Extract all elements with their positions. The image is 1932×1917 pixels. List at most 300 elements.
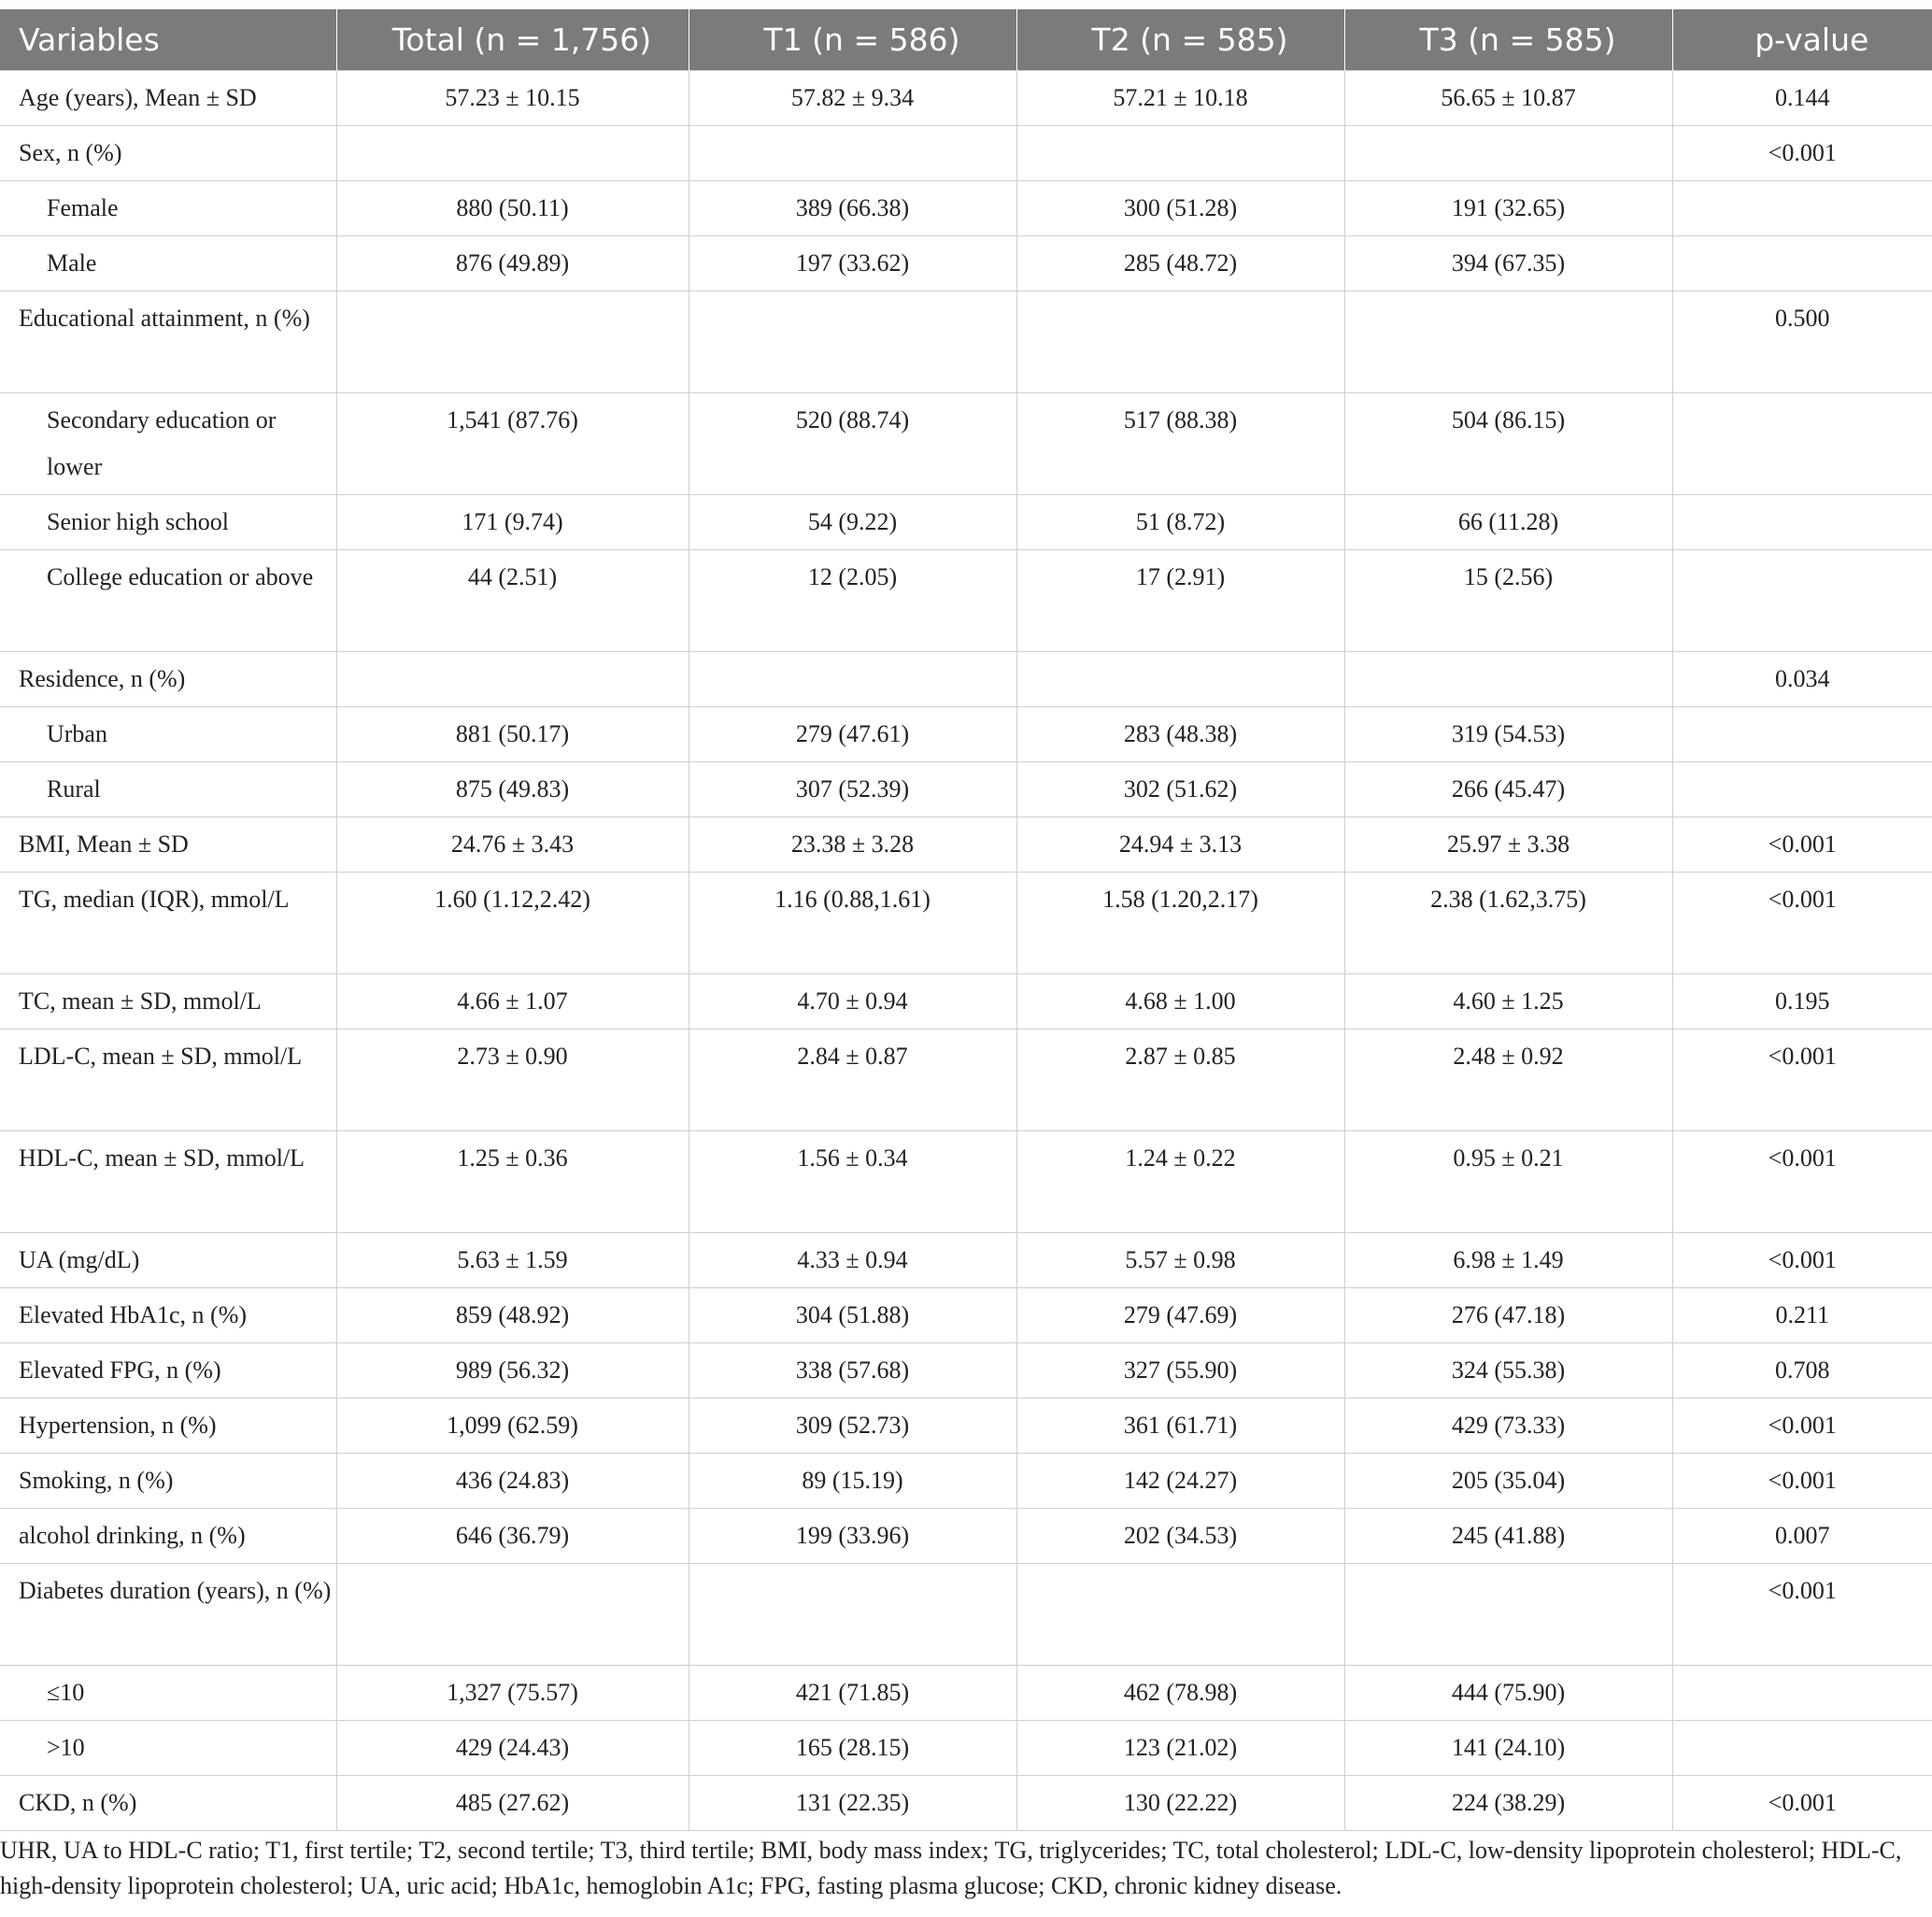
cell-p [1672, 762, 1932, 817]
cell-p [1672, 550, 1932, 652]
cell-t2 [1016, 393, 1344, 495]
cell-t1 [689, 1564, 1016, 1666]
row-label: Elevated HbA1c, n (%) [19, 1301, 248, 1328]
value-t1: 57.82 ± 9.34 [790, 84, 915, 111]
row-label: BMI, Mean ± SD [19, 831, 189, 858]
value-t3: 245 (41.88) [1451, 1522, 1566, 1549]
cell-t2 [1016, 1776, 1344, 1831]
cell-total [336, 550, 689, 652]
value-t3: 0.95 ± 0.21 [1453, 1144, 1564, 1172]
cell-p [1672, 974, 1932, 1030]
value-t3: 429 (73.33) [1451, 1412, 1566, 1439]
row-label: Hypertension, n (%) [19, 1412, 217, 1439]
row-label: CKD, n (%) [19, 1789, 137, 1816]
cell-t3 [1344, 707, 1672, 762]
table-row [0, 1399, 1932, 1454]
cell-p [1672, 1666, 1932, 1721]
row-label-cell [0, 1666, 336, 1721]
cell-t3 [1344, 126, 1672, 181]
header-total: Total (n = 1,756) [336, 9, 689, 71]
value-total: 880 (50.11) [456, 194, 569, 221]
cell-t2 [1016, 1721, 1344, 1776]
cell-p [1672, 495, 1932, 550]
cell-t2 [1016, 126, 1344, 181]
value-p [1673, 762, 1932, 766]
value-p: 0.211 [1775, 1301, 1830, 1328]
cell-t1 [689, 1509, 1016, 1564]
cell-t3 [1344, 236, 1672, 291]
value-total: 5.63 ± 1.59 [457, 1246, 568, 1273]
cell-total [336, 1399, 689, 1454]
row-label-cell [0, 550, 336, 652]
value-total: 485 (27.62) [455, 1789, 570, 1816]
value-p: <0.001 [1768, 1412, 1837, 1439]
cell-t1 [689, 974, 1016, 1030]
header-variables: Variables [0, 9, 336, 71]
row-label: TG, median (IQR), mmol/L [19, 886, 290, 913]
cell-t3 [1344, 495, 1672, 550]
cell-t2 [1016, 1131, 1344, 1233]
header-p-value: p-value [1672, 9, 1932, 71]
value-t2: 283 (48.38) [1123, 720, 1238, 747]
value-total: 2.73 ± 0.90 [457, 1043, 568, 1070]
table-row [0, 652, 1932, 707]
value-t1: 1.16 (0.88,1.61) [774, 886, 930, 913]
cell-t3 [1344, 873, 1672, 974]
row-label: Diabetes duration (years), n (%) [19, 1577, 332, 1604]
row-label: alcohol drinking, n (%) [19, 1522, 246, 1549]
value-t1: 307 (52.39) [795, 775, 910, 802]
cell-p [1672, 1509, 1932, 1564]
cell-total [336, 71, 689, 126]
cell-t1 [689, 181, 1016, 236]
cell-p [1672, 1343, 1932, 1399]
table-row [0, 71, 1932, 126]
value-t3: 6.98 ± 1.49 [1453, 1246, 1564, 1273]
value-t2: 142 (24.27) [1123, 1467, 1238, 1494]
row-label: LDL-C, mean ± SD, mmol/L [19, 1043, 303, 1070]
value-t3: 25.97 ± 3.38 [1446, 831, 1570, 858]
value-t1: 197 (33.62) [795, 249, 910, 277]
row-label: ≤10 [47, 1679, 85, 1706]
cell-total [336, 974, 689, 1030]
value-t1: 1.56 ± 0.34 [797, 1144, 908, 1172]
value-total: 1,541 (87.76) [447, 406, 578, 433]
row-label: Urban [47, 720, 107, 747]
cell-p [1672, 1721, 1932, 1776]
header-row [0, 9, 1932, 71]
cell-t3 [1344, 71, 1672, 126]
value-p: <0.001 [1768, 1467, 1837, 1494]
row-label: Age (years), Mean ± SD [19, 84, 257, 111]
value-total [337, 1564, 689, 1568]
value-t3: 324 (55.38) [1451, 1356, 1566, 1384]
cell-p [1672, 291, 1932, 393]
row-label-cell [0, 1721, 336, 1776]
value-t1: 520 (88.74) [795, 406, 910, 433]
row-label-cell [0, 1030, 336, 1131]
row-label: Female [47, 194, 119, 221]
row-label: College education or above [47, 563, 314, 590]
cell-p [1672, 1564, 1932, 1666]
value-total: 4.66 ± 1.07 [457, 987, 568, 1015]
table-row [0, 1666, 1932, 1721]
cell-t3 [1344, 1030, 1672, 1131]
value-p: <0.001 [1768, 1144, 1837, 1172]
value-t2: 327 (55.90) [1123, 1356, 1238, 1384]
value-t3: 504 (86.15) [1451, 406, 1566, 433]
cell-t2 [1016, 1343, 1344, 1399]
cell-total [336, 1030, 689, 1131]
cell-t3 [1344, 1564, 1672, 1666]
cell-t1 [689, 1721, 1016, 1776]
value-t2: 2.87 ± 0.85 [1125, 1043, 1236, 1070]
value-t2: 202 (34.53) [1123, 1522, 1238, 1549]
row-label: Elevated FPG, n (%) [19, 1356, 221, 1384]
table-row [0, 762, 1932, 817]
row-label-cell [0, 291, 336, 393]
cell-p [1672, 1399, 1932, 1454]
cell-total [336, 1233, 689, 1288]
value-t2: 300 (51.28) [1123, 194, 1238, 221]
value-t2: 462 (78.98) [1123, 1679, 1238, 1706]
value-t2: 57.21 ± 10.18 [1113, 84, 1248, 111]
value-t1: 421 (71.85) [795, 1679, 910, 1706]
row-label: Senior high school [47, 508, 229, 535]
table-row [0, 1721, 1932, 1776]
cell-total [336, 817, 689, 873]
cell-t1 [689, 1776, 1016, 1831]
cell-total [336, 1131, 689, 1233]
value-p: <0.001 [1768, 1246, 1837, 1273]
table-row [0, 817, 1932, 873]
header-t2: T2 (n = 585) [1016, 9, 1344, 71]
value-t2: 51 (8.72) [1135, 508, 1226, 535]
value-t1 [689, 291, 1016, 295]
row-label-cell [0, 1509, 336, 1564]
cell-t3 [1344, 1131, 1672, 1233]
value-t3 [1345, 126, 1672, 130]
value-t2 [1017, 1564, 1344, 1568]
value-p [1673, 236, 1932, 240]
cell-t1 [689, 1454, 1016, 1509]
row-label-cell [0, 495, 336, 550]
value-t1 [689, 126, 1016, 130]
row-label-cell [0, 1564, 336, 1666]
table-row [0, 707, 1932, 762]
cell-t2 [1016, 707, 1344, 762]
row-label: Sex, n (%) [19, 139, 122, 166]
cell-t2 [1016, 1288, 1344, 1343]
row-label-cell [0, 1776, 336, 1831]
row-label: HDL-C, mean ± SD, mmol/L [19, 1144, 305, 1172]
cell-total [336, 291, 689, 393]
value-total: 881 (50.17) [455, 720, 570, 747]
row-label-cell [0, 1343, 336, 1399]
cell-t1 [689, 1343, 1016, 1399]
table-row [0, 1343, 1932, 1399]
cell-t1 [689, 1233, 1016, 1288]
row-label-cell [0, 873, 336, 974]
value-p [1673, 181, 1932, 185]
cell-t1 [689, 126, 1016, 181]
value-t3: 205 (35.04) [1451, 1467, 1566, 1494]
value-p: 0.034 [1775, 665, 1830, 692]
cell-t2 [1016, 1564, 1344, 1666]
value-p [1673, 1721, 1932, 1725]
cell-p [1672, 236, 1932, 291]
row-label-cell [0, 652, 336, 707]
cell-p [1672, 707, 1932, 762]
table-row [0, 974, 1932, 1030]
cell-t1 [689, 1666, 1016, 1721]
row-label: TC, mean ± SD, mmol/L [19, 987, 262, 1015]
cell-total [336, 181, 689, 236]
value-p [1673, 550, 1932, 554]
row-label: Residence, n (%) [19, 665, 186, 692]
value-t2: 279 (47.69) [1123, 1301, 1238, 1328]
value-t3 [1345, 1564, 1672, 1568]
value-t2: 1.24 ± 0.22 [1125, 1144, 1236, 1172]
cell-t2 [1016, 652, 1344, 707]
value-p: 0.708 [1775, 1356, 1830, 1384]
cell-t3 [1344, 393, 1672, 495]
cell-t2 [1016, 1233, 1344, 1288]
cell-p [1672, 1776, 1932, 1831]
baseline-table-container [0, 9, 1932, 1831]
value-t1: 12 (2.05) [807, 563, 898, 590]
cell-t3 [1344, 1721, 1672, 1776]
cell-t3 [1344, 1509, 1672, 1564]
cell-total [336, 1666, 689, 1721]
value-t2: 361 (61.71) [1123, 1412, 1238, 1439]
value-t1: 165 (28.15) [795, 1734, 910, 1761]
value-t3: 4.60 ± 1.25 [1453, 987, 1564, 1015]
cell-total [336, 495, 689, 550]
value-total [337, 291, 689, 295]
cell-t3 [1344, 1399, 1672, 1454]
row-label: Smoking, n (%) [19, 1467, 174, 1494]
cell-t2 [1016, 1454, 1344, 1509]
cell-total [336, 1509, 689, 1564]
row-label-cell [0, 1399, 336, 1454]
value-t1: 4.70 ± 0.94 [797, 987, 908, 1015]
value-t1: 199 (33.96) [795, 1522, 910, 1549]
value-total: 989 (56.32) [455, 1356, 570, 1384]
table-row [0, 1288, 1932, 1343]
cell-t3 [1344, 1454, 1672, 1509]
cell-t1 [689, 495, 1016, 550]
cell-t3 [1344, 550, 1672, 652]
cell-t2 [1016, 817, 1344, 873]
value-total: 859 (48.92) [455, 1301, 570, 1328]
cell-p [1672, 1288, 1932, 1343]
cell-t1 [689, 550, 1016, 652]
value-total [337, 126, 689, 130]
value-t3: 191 (32.65) [1451, 194, 1566, 221]
cell-t1 [689, 236, 1016, 291]
cell-t2 [1016, 71, 1344, 126]
cell-total [336, 393, 689, 495]
cell-t3 [1344, 762, 1672, 817]
table-row [0, 1131, 1932, 1233]
row-label-cell [0, 1131, 336, 1233]
value-t3: 394 (67.35) [1451, 249, 1566, 277]
value-p [1673, 707, 1932, 711]
table-row [0, 1509, 1932, 1564]
value-t1 [689, 1564, 1016, 1568]
cell-t1 [689, 1288, 1016, 1343]
table-row [0, 291, 1932, 393]
value-t2: 130 (22.22) [1123, 1789, 1238, 1816]
value-t3: 444 (75.90) [1451, 1679, 1566, 1706]
cell-t1 [689, 291, 1016, 393]
cell-t1 [689, 652, 1016, 707]
value-p [1673, 393, 1932, 397]
value-p: 0.500 [1775, 305, 1830, 332]
value-t2 [1017, 126, 1344, 130]
cell-t2 [1016, 974, 1344, 1030]
value-t3 [1345, 652, 1672, 656]
value-t2: 302 (51.62) [1123, 775, 1238, 802]
value-t2: 517 (88.38) [1123, 406, 1238, 433]
cell-t1 [689, 762, 1016, 817]
value-total [337, 652, 689, 656]
value-p [1673, 495, 1932, 499]
table-row [0, 1776, 1932, 1831]
value-t1: 338 (57.68) [795, 1356, 910, 1384]
value-total: 876 (49.89) [455, 249, 570, 277]
cell-p [1672, 1454, 1932, 1509]
row-label-cell [0, 393, 336, 495]
cell-p [1672, 873, 1932, 974]
value-p: 0.144 [1775, 84, 1830, 111]
value-t3: 2.38 (1.62,3.75) [1430, 886, 1586, 913]
baseline-characteristics-table [0, 9, 1932, 1831]
value-t1: 4.33 ± 0.94 [797, 1246, 908, 1273]
value-t3 [1345, 291, 1672, 295]
cell-total [336, 1776, 689, 1831]
table-body [0, 71, 1932, 1831]
value-p: <0.001 [1768, 1577, 1837, 1604]
cell-p [1672, 817, 1932, 873]
value-t2: 24.94 ± 3.13 [1118, 831, 1243, 858]
cell-t3 [1344, 652, 1672, 707]
value-p: <0.001 [1768, 831, 1837, 858]
cell-t1 [689, 1131, 1016, 1233]
value-p [1673, 1666, 1932, 1669]
value-t2 [1017, 652, 1344, 656]
value-t1: 2.84 ± 0.87 [797, 1043, 908, 1070]
row-label-cell [0, 1233, 336, 1288]
cell-p [1672, 71, 1932, 126]
value-total: 1,099 (62.59) [447, 1412, 578, 1439]
table-row [0, 873, 1932, 974]
row-label-cell [0, 1454, 336, 1509]
cell-t2 [1016, 550, 1344, 652]
value-t1: 309 (52.73) [795, 1412, 910, 1439]
value-t3: 266 (45.47) [1451, 775, 1566, 802]
cell-total [336, 1343, 689, 1399]
cell-p [1672, 1233, 1932, 1288]
value-t3: 56.65 ± 10.87 [1441, 84, 1576, 111]
cell-total [336, 1721, 689, 1776]
row-label-cell [0, 181, 336, 236]
cell-p [1672, 126, 1932, 181]
value-p: 0.007 [1775, 1522, 1830, 1549]
cell-t2 [1016, 1399, 1344, 1454]
cell-t3 [1344, 1343, 1672, 1399]
value-t3: 2.48 ± 0.92 [1453, 1043, 1564, 1070]
value-total: 57.23 ± 10.15 [445, 84, 580, 111]
cell-t1 [689, 393, 1016, 495]
row-label: Male [47, 249, 97, 277]
value-t3: 319 (54.53) [1451, 720, 1566, 747]
value-total: 1,327 (75.57) [447, 1679, 578, 1706]
table-row [0, 1030, 1932, 1131]
cell-t2 [1016, 236, 1344, 291]
cell-p [1672, 1030, 1932, 1131]
cell-t1 [689, 1399, 1016, 1454]
cell-t1 [689, 817, 1016, 873]
table-row [0, 181, 1932, 236]
row-label-cell [0, 762, 336, 817]
cell-t1 [689, 707, 1016, 762]
value-t1: 304 (51.88) [795, 1301, 910, 1328]
value-t1: 54 (9.22) [807, 508, 898, 535]
cell-t2 [1016, 1030, 1344, 1131]
cell-total [336, 1288, 689, 1343]
value-t3: 66 (11.28) [1457, 508, 1559, 535]
cell-t2 [1016, 181, 1344, 236]
row-label-cell [0, 126, 336, 181]
table-row [0, 1233, 1932, 1288]
table-row [0, 126, 1932, 181]
value-t2: 4.68 ± 1.00 [1125, 987, 1236, 1015]
value-t3: 15 (2.56) [1463, 563, 1554, 590]
value-total: 646 (36.79) [455, 1522, 570, 1549]
cell-total [336, 707, 689, 762]
cell-t2 [1016, 1666, 1344, 1721]
cell-total [336, 1564, 689, 1666]
table-footnote: UHR, UA to HDL-C ratio; T1, first tertile; T2, second tertile; T3, third tertile; BMI, body mass index; TG, triglycerides; TC, total cholesterol; LDL-C, low-density lipoprotein cholesterol; HDL-C, high-density lipoprotein cholesterol; UA, uric acid; HbA1c, hemoglobin A1c; FPG, fasting plasma glucose; CKD, chronic kidney disease. [0, 1837, 1902, 1899]
value-p: <0.001 [1768, 886, 1837, 913]
value-t3: 224 (38.29) [1451, 1789, 1566, 1816]
cell-total [336, 762, 689, 817]
table-row [0, 1564, 1932, 1666]
row-label-cell [0, 974, 336, 1030]
cell-total [336, 873, 689, 974]
row-label: UA (mg/dL) [19, 1246, 140, 1273]
row-label-cell [0, 707, 336, 762]
value-total: 1.25 ± 0.36 [457, 1144, 568, 1172]
value-t2: 5.57 ± 0.98 [1125, 1246, 1236, 1273]
cell-t3 [1344, 181, 1672, 236]
value-total: 171 (9.74) [462, 508, 563, 535]
value-t1 [689, 652, 1016, 656]
table-row [0, 393, 1932, 495]
cell-t3 [1344, 1288, 1672, 1343]
value-t2: 285 (48.72) [1123, 249, 1238, 277]
value-t1: 23.38 ± 3.28 [790, 831, 915, 858]
row-label-cell [0, 1288, 336, 1343]
row-label-cell [0, 236, 336, 291]
value-p: <0.001 [1768, 139, 1837, 166]
cell-t1 [689, 1030, 1016, 1131]
table-row [0, 550, 1932, 652]
table-row [0, 236, 1932, 291]
value-t1: 279 (47.61) [795, 720, 910, 747]
